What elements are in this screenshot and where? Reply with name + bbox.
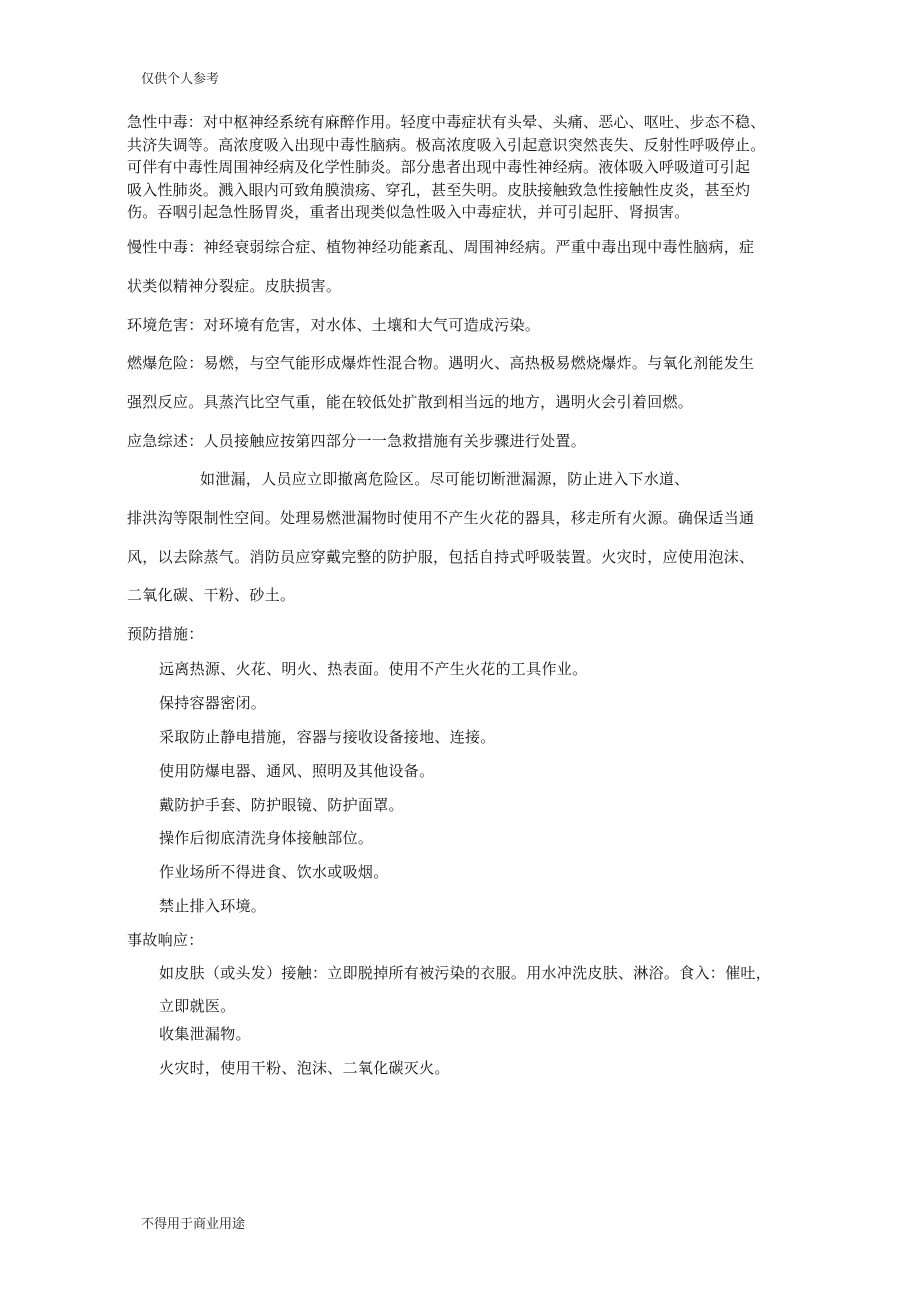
paragraph-line: 急性中毒：对中枢神经系统有麻醉作用。轻度中毒症状有头晕、头痛、恶心、呕吐、步态不稳、	[127, 113, 766, 131]
fire-hazard-line: 强烈反应。具蒸汽比空气重，能在较低处扩散到相当远的地方，遇明火会引着回燃。	[127, 393, 694, 411]
paragraph-line: 伤。吞咽引起急性肠胃炎，重者出现类似急性吸入中毒症状，并可引起肝、肾损害。	[127, 203, 690, 222]
prevention-item: 远离热源、火花、明火、热表面。使用不产生火花的工具作业。	[159, 660, 588, 678]
emergency-summary-line: 应急综述：人员接触应按第四部分一一急救措施有关步骤进行处置。	[127, 432, 587, 450]
prevention-item: 作业场所不得进食、饮水或吸烟。	[159, 863, 389, 881]
leak-response-line: 风，以去除蒸气。消防员应穿戴完整的防护服，包括自持式呼吸装置。火灾时，应使用泡沫、	[127, 548, 755, 566]
prevention-item: 禁止排入环境。	[159, 897, 267, 915]
response-title: 事故响应：	[127, 931, 204, 949]
prevention-item: 保持容器密闭。	[159, 694, 267, 712]
response-item: 收集泄漏物。	[159, 1025, 251, 1043]
paragraph-line: 可伴有中毒性周围神经病及化学性肺炎。部分患者出现中毒性神经病。液体吸入呼吸道可引起	[127, 158, 751, 177]
response-item: 立即就医。	[159, 997, 236, 1015]
prevention-item: 采取防止静电措施，容器与接收设备接地、连接。	[159, 728, 496, 746]
response-item: 如皮肤（或头发）接触：立即脱掉所有被污染的衣服。用水冲洗皮肤、淋浴。食入：催吐，	[159, 964, 772, 982]
acute-poisoning-paragraph	[127, 111, 807, 224]
paragraph-line: 共济失调等。高浓度吸入出现中毒性脑病。极高浓度吸入引起意识突然丧失、反射性呼吸停止。	[127, 135, 766, 154]
leak-response-line: 如泄漏，人员应立即撤离危险区。尽可能切断泄漏源，防止进入下水道、	[200, 470, 690, 488]
environment-hazard-line: 环境危害：对环境有危害，对水体、土壤和大气可造成污染。	[127, 316, 541, 334]
leak-response-line: 二氧化碳、干粉、砂土。	[127, 586, 296, 604]
prevention-item: 戴防护手套、防护眼镜、防护面罩。	[159, 796, 404, 814]
page-footer: 不得用于商业用途	[141, 1217, 246, 1232]
prevention-item: 使用防爆电器、通风、照明及其他设备。	[159, 762, 435, 780]
prevention-item: 操作后彻底清洗身体接触部位。	[159, 829, 374, 847]
chronic-poisoning-line: 状类似精神分裂症。皮肤损害。	[127, 277, 342, 295]
fire-hazard-line: 燃爆危险：易燃，与空气能形成爆炸性混合物。遇明火、高热极易燃烧爆炸。与氧化剂能发生	[127, 354, 755, 372]
response-item: 火灾时，使用干粉、泡沫、二氧化碳灭火。	[159, 1059, 450, 1077]
leak-response-line: 排洪沟等限制性空间。处理易燃泄漏物时使用不产生火花的器具，移走所有火源。确保适当通	[127, 509, 755, 527]
page-header: 仅供个人参考	[141, 72, 220, 87]
chronic-poisoning-line: 慢性中毒：神经衰弱综合症、植物神经功能紊乱、周围神经病。严重中毒出现中毒性脑病，症	[127, 238, 755, 256]
prevention-title: 预防措施：	[127, 625, 204, 643]
paragraph-line: 吸入性肺炎。溅入眼内可致角膜溃疡、穿孔，甚至失明。皮肤接触致急性接触性皮炎，甚至灼	[127, 180, 751, 199]
